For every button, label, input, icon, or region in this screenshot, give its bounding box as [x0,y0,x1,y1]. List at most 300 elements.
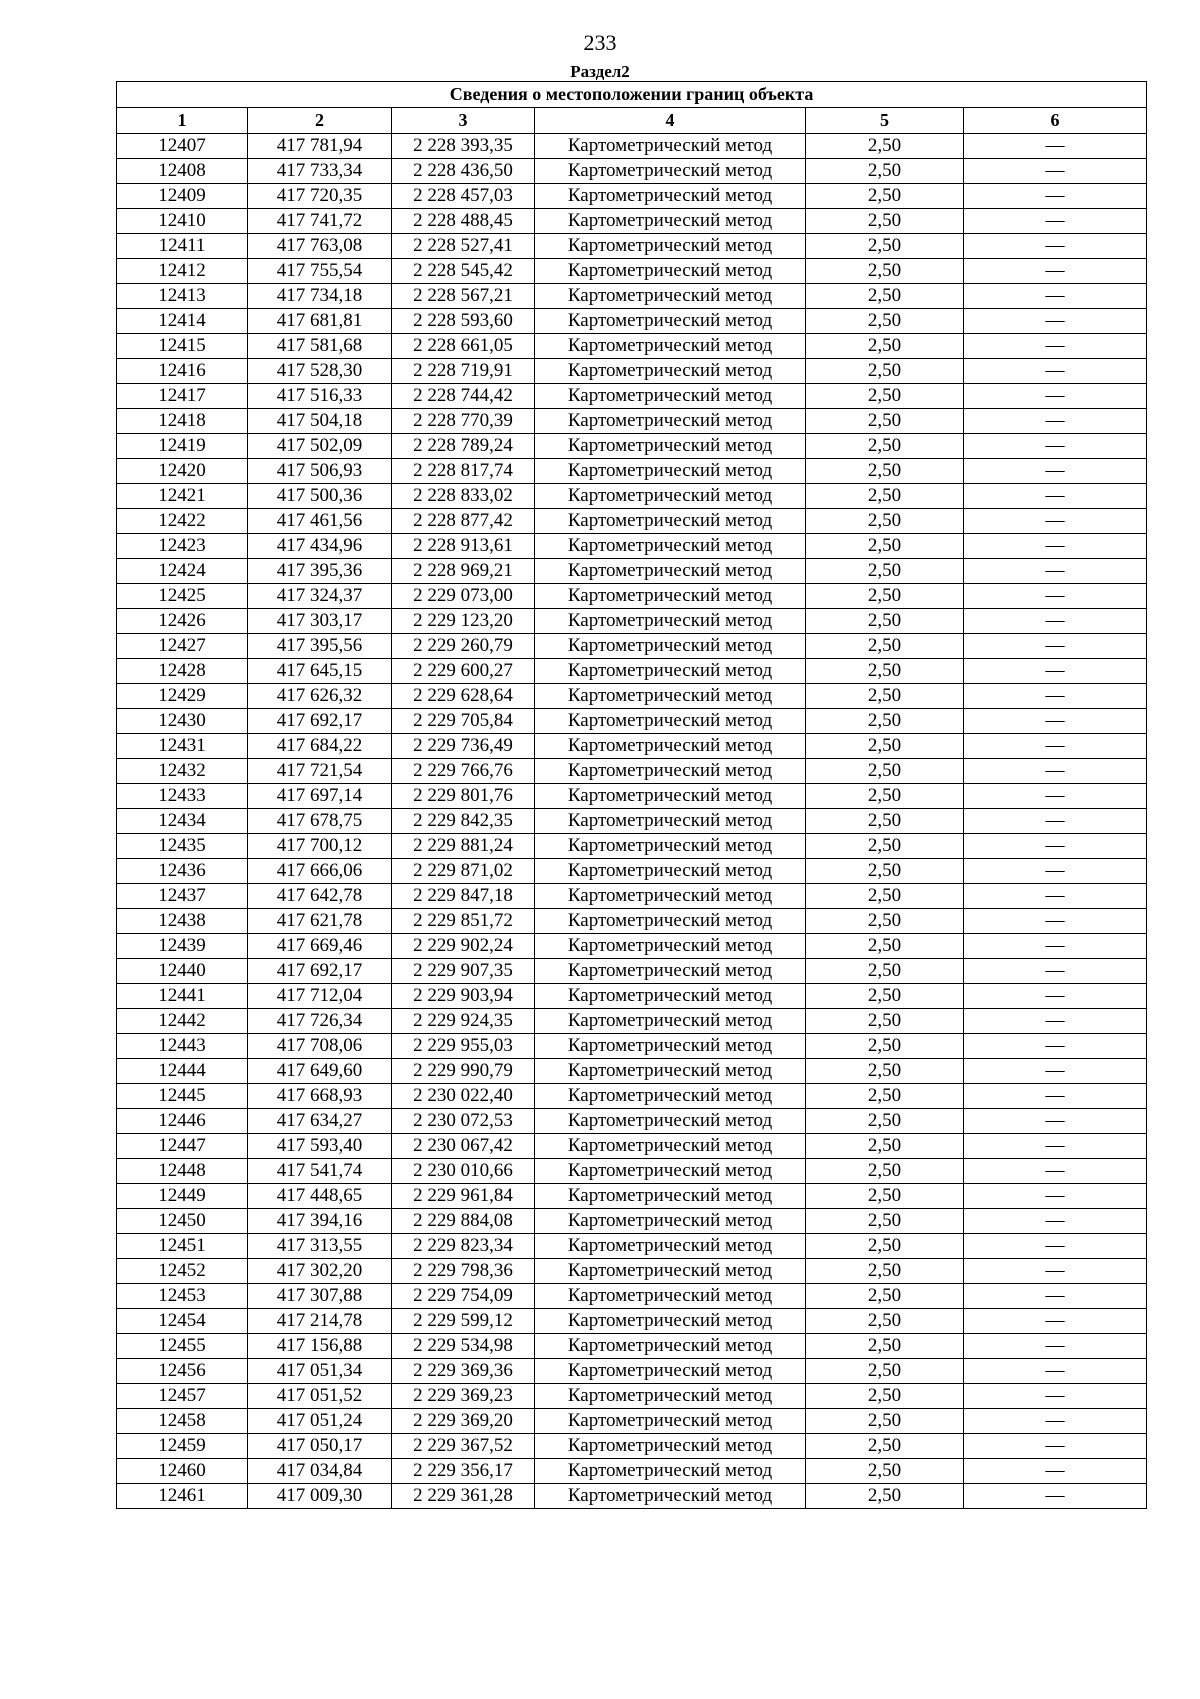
table-row [117,1209,1147,1234]
method-cell: Картометрический метод [535,1459,806,1484]
point-number-cell: 12437 [117,884,248,909]
x-coordinate-cell: 417 649,60 [248,1059,392,1084]
accuracy-cell: 2,50 [806,434,964,459]
table-row [117,359,1147,384]
x-coordinate-cell: 417 581,68 [248,334,392,359]
point-number-cell: 12445 [117,1084,248,1109]
column-number: 5 [806,108,964,134]
method-cell: Картометрический метод [535,1334,806,1359]
accuracy-cell: 2,50 [806,384,964,409]
point-number-cell: 12442 [117,1009,248,1034]
y-coordinate-cell: 2 229 736,49 [392,734,535,759]
method-cell: Картометрический метод [535,434,806,459]
x-coordinate-cell: 417 634,27 [248,1109,392,1134]
x-coordinate-cell: 417 051,52 [248,1384,392,1409]
x-coordinate-cell: 417 684,22 [248,734,392,759]
method-cell: Картометрический метод [535,459,806,484]
accuracy-cell: 2,50 [806,1409,964,1434]
description-cell: — [964,259,1147,284]
description-cell: — [964,984,1147,1009]
y-coordinate-cell: 2 228 567,21 [392,284,535,309]
point-number-cell: 12458 [117,1409,248,1434]
description-cell: — [964,634,1147,659]
point-number-cell: 12428 [117,659,248,684]
table-row [117,534,1147,559]
description-cell: — [964,1084,1147,1109]
description-cell: — [964,134,1147,159]
table-row [117,884,1147,909]
method-cell: Картометрический метод [535,909,806,934]
method-cell: Картометрический метод [535,684,806,709]
description-cell: — [964,859,1147,884]
table-caption: Сведения о местоположении границ объекта [117,82,1147,108]
column-number: 1 [117,108,248,134]
accuracy-cell: 2,50 [806,1259,964,1284]
accuracy-cell: 2,50 [806,734,964,759]
accuracy-cell: 2,50 [806,1159,964,1184]
method-cell: Картометрический метод [535,1434,806,1459]
method-cell: Картометрический метод [535,809,806,834]
description-cell: — [964,1409,1147,1434]
x-coordinate-cell: 417 324,37 [248,584,392,609]
point-number-cell: 12407 [117,134,248,159]
point-number-cell: 12427 [117,634,248,659]
table-row [117,1234,1147,1259]
description-cell: — [964,1134,1147,1159]
table-row [117,909,1147,934]
y-coordinate-cell: 2 229 871,02 [392,859,535,884]
y-coordinate-cell: 2 229 823,34 [392,1234,535,1259]
description-cell: — [964,184,1147,209]
table-row [117,1134,1147,1159]
description-cell: — [964,434,1147,459]
method-cell: Картометрический метод [535,559,806,584]
x-coordinate-cell: 417 678,75 [248,809,392,834]
y-coordinate-cell: 2 229 847,18 [392,884,535,909]
x-coordinate-cell: 417 645,15 [248,659,392,684]
method-cell: Картометрический метод [535,1084,806,1109]
y-coordinate-cell: 2 229 884,08 [392,1209,535,1234]
accuracy-cell: 2,50 [806,534,964,559]
y-coordinate-cell: 2 229 361,28 [392,1484,535,1509]
description-cell: — [964,659,1147,684]
description-cell: — [964,809,1147,834]
table-row [117,1459,1147,1484]
accuracy-cell: 2,50 [806,259,964,284]
table-row [117,1009,1147,1034]
x-coordinate-cell: 417 516,33 [248,384,392,409]
point-number-cell: 12448 [117,1159,248,1184]
method-cell: Картометрический метод [535,1409,806,1434]
description-cell: — [964,584,1147,609]
x-coordinate-cell: 417 708,06 [248,1034,392,1059]
method-cell: Картометрический метод [535,984,806,1009]
method-cell: Картометрический метод [535,1134,806,1159]
point-number-cell: 12433 [117,784,248,809]
x-coordinate-cell: 417 303,17 [248,609,392,634]
accuracy-cell: 2,50 [806,1234,964,1259]
method-cell: Картометрический метод [535,384,806,409]
method-cell: Картометрический метод [535,709,806,734]
description-cell: — [964,1259,1147,1284]
table-row [117,984,1147,1009]
method-cell: Картометрический метод [535,1484,806,1509]
y-coordinate-cell: 2 228 969,21 [392,559,535,584]
y-coordinate-cell: 2 229 801,76 [392,784,535,809]
point-number-cell: 12409 [117,184,248,209]
y-coordinate-cell: 2 229 798,36 [392,1259,535,1284]
description-cell: — [964,834,1147,859]
table-caption-row [117,82,1147,108]
point-number-cell: 12420 [117,459,248,484]
point-number-cell: 12435 [117,834,248,859]
accuracy-cell: 2,50 [806,834,964,859]
description-cell: — [964,1034,1147,1059]
point-number-cell: 12421 [117,484,248,509]
point-number-cell: 12441 [117,984,248,1009]
x-coordinate-cell: 417 009,30 [248,1484,392,1509]
method-cell: Картометрический метод [535,1234,806,1259]
y-coordinate-cell: 2 228 789,24 [392,434,535,459]
point-number-cell: 12456 [117,1359,248,1384]
description-cell: — [964,459,1147,484]
accuracy-cell: 2,50 [806,1359,964,1384]
table-row [117,1309,1147,1334]
table-row [117,484,1147,509]
x-coordinate-cell: 417 395,36 [248,559,392,584]
description-cell: — [964,1384,1147,1409]
method-cell: Картометрический метод [535,1059,806,1084]
method-cell: Картометрический метод [535,1359,806,1384]
y-coordinate-cell: 2 229 924,35 [392,1009,535,1034]
x-coordinate-cell: 417 666,06 [248,859,392,884]
accuracy-cell: 2,50 [806,1309,964,1334]
x-coordinate-cell: 417 504,18 [248,409,392,434]
table-row [117,234,1147,259]
accuracy-cell: 2,50 [806,909,964,934]
y-coordinate-cell: 2 228 545,42 [392,259,535,284]
method-cell: Картометрический метод [535,534,806,559]
method-cell: Картометрический метод [535,1009,806,1034]
x-coordinate-cell: 417 394,16 [248,1209,392,1234]
point-number-cell: 12444 [117,1059,248,1084]
description-cell: — [964,1059,1147,1084]
description-cell: — [964,409,1147,434]
point-number-cell: 12422 [117,509,248,534]
x-coordinate-cell: 417 500,36 [248,484,392,509]
method-cell: Картометрический метод [535,584,806,609]
x-coordinate-cell: 417 461,56 [248,509,392,534]
point-number-cell: 12450 [117,1209,248,1234]
description-cell: — [964,784,1147,809]
description-cell: — [964,1284,1147,1309]
y-coordinate-cell: 2 229 881,24 [392,834,535,859]
y-coordinate-cell: 2 230 072,53 [392,1109,535,1134]
table-row [117,759,1147,784]
description-cell: — [964,709,1147,734]
method-cell: Картометрический метод [535,484,806,509]
accuracy-cell: 2,50 [806,884,964,909]
point-number-cell: 12416 [117,359,248,384]
description-cell: — [964,559,1147,584]
accuracy-cell: 2,50 [806,309,964,334]
y-coordinate-cell: 2 228 770,39 [392,409,535,434]
point-number-cell: 12429 [117,684,248,709]
x-coordinate-cell: 417 448,65 [248,1184,392,1209]
accuracy-cell: 2,50 [806,859,964,884]
description-cell: — [964,209,1147,234]
point-number-cell: 12447 [117,1134,248,1159]
x-coordinate-cell: 417 734,18 [248,284,392,309]
y-coordinate-cell: 2 229 260,79 [392,634,535,659]
table-row [117,634,1147,659]
table-row [117,134,1147,159]
accuracy-cell: 2,50 [806,984,964,1009]
accuracy-cell: 2,50 [806,659,964,684]
description-cell: — [964,759,1147,784]
method-cell: Картометрический метод [535,759,806,784]
page-number: 233 [583,30,617,55]
table-row [117,434,1147,459]
accuracy-cell: 2,50 [806,1059,964,1084]
table-row [117,459,1147,484]
description-cell: — [964,1234,1147,1259]
description-cell: — [964,159,1147,184]
accuracy-cell: 2,50 [806,559,964,584]
x-coordinate-cell: 417 502,09 [248,434,392,459]
accuracy-cell: 2,50 [806,1334,964,1359]
accuracy-cell: 2,50 [806,784,964,809]
method-cell: Картометрический метод [535,1284,806,1309]
point-number-cell: 12449 [117,1184,248,1209]
table-row [117,409,1147,434]
accuracy-cell: 2,50 [806,1459,964,1484]
description-cell: — [964,734,1147,759]
x-coordinate-cell: 417 214,78 [248,1309,392,1334]
table-row [117,734,1147,759]
x-coordinate-cell: 417 733,34 [248,159,392,184]
y-coordinate-cell: 2 229 628,64 [392,684,535,709]
y-coordinate-cell: 2 229 851,72 [392,909,535,934]
method-cell: Картометрический метод [535,159,806,184]
table-row [117,184,1147,209]
point-number-cell: 12414 [117,309,248,334]
accuracy-cell: 2,50 [806,1434,964,1459]
method-cell: Картометрический метод [535,884,806,909]
x-coordinate-cell: 417 755,54 [248,259,392,284]
table-row [117,1259,1147,1284]
description-cell: — [964,1209,1147,1234]
table-row [117,1284,1147,1309]
accuracy-cell: 2,50 [806,1009,964,1034]
method-cell: Картометрический метод [535,1384,806,1409]
x-coordinate-cell: 417 156,88 [248,1334,392,1359]
table-body [117,134,1147,1509]
accuracy-cell: 2,50 [806,1384,964,1409]
description-cell: — [964,484,1147,509]
method-cell: Картометрический метод [535,859,806,884]
y-coordinate-cell: 2 229 073,00 [392,584,535,609]
method-cell: Картометрический метод [535,959,806,984]
point-number-cell: 12440 [117,959,248,984]
accuracy-cell: 2,50 [806,809,964,834]
accuracy-cell: 2,50 [806,334,964,359]
table-row [117,1059,1147,1084]
x-coordinate-cell: 417 642,78 [248,884,392,909]
table-row [117,959,1147,984]
accuracy-cell: 2,50 [806,484,964,509]
accuracy-cell: 2,50 [806,634,964,659]
method-cell: Картометрический метод [535,184,806,209]
x-coordinate-cell: 417 434,96 [248,534,392,559]
table-row [117,934,1147,959]
point-number-cell: 12425 [117,584,248,609]
table-row [117,284,1147,309]
description-cell: — [964,1009,1147,1034]
x-coordinate-cell: 417 051,34 [248,1359,392,1384]
accuracy-cell: 2,50 [806,1034,964,1059]
method-cell: Картометрический метод [535,209,806,234]
y-coordinate-cell: 2 229 123,20 [392,609,535,634]
description-cell: — [964,884,1147,909]
column-number-row [117,108,1147,134]
accuracy-cell: 2,50 [806,284,964,309]
y-coordinate-cell: 2 230 010,66 [392,1159,535,1184]
method-cell: Картометрический метод [535,234,806,259]
point-number-cell: 12436 [117,859,248,884]
accuracy-cell: 2,50 [806,1284,964,1309]
x-coordinate-cell: 417 050,17 [248,1434,392,1459]
y-coordinate-cell: 2 229 534,98 [392,1334,535,1359]
y-coordinate-cell: 2 229 842,35 [392,809,535,834]
description-cell: — [964,359,1147,384]
method-cell: Картометрический метод [535,1109,806,1134]
boundary-coordinates-table [116,81,1147,1509]
point-number-cell: 12455 [117,1334,248,1359]
y-coordinate-cell: 2 230 067,42 [392,1134,535,1159]
description-cell: — [964,234,1147,259]
x-coordinate-cell: 417 307,88 [248,1284,392,1309]
y-coordinate-cell: 2 228 593,60 [392,309,535,334]
x-coordinate-cell: 417 034,84 [248,1459,392,1484]
table-row [117,309,1147,334]
x-coordinate-cell: 417 051,24 [248,1409,392,1434]
point-number-cell: 12415 [117,334,248,359]
table-row [117,834,1147,859]
description-cell: — [964,284,1147,309]
table-row [117,1159,1147,1184]
point-number-cell: 12439 [117,934,248,959]
table-row [117,1434,1147,1459]
x-coordinate-cell: 417 313,55 [248,1234,392,1259]
accuracy-cell: 2,50 [806,509,964,534]
accuracy-cell: 2,50 [806,759,964,784]
x-coordinate-cell: 417 302,20 [248,1259,392,1284]
y-coordinate-cell: 2 228 913,61 [392,534,535,559]
x-coordinate-cell: 417 721,54 [248,759,392,784]
x-coordinate-cell: 417 621,78 [248,909,392,934]
method-cell: Картометрический метод [535,284,806,309]
point-number-cell: 12443 [117,1034,248,1059]
accuracy-cell: 2,50 [806,1109,964,1134]
description-cell: — [964,1359,1147,1384]
accuracy-cell: 2,50 [806,959,964,984]
y-coordinate-cell: 2 228 744,42 [392,384,535,409]
method-cell: Картометрический метод [535,734,806,759]
table-row [117,1184,1147,1209]
column-number: 2 [248,108,392,134]
table-row [117,684,1147,709]
section-title: Раздел2 [570,62,630,81]
x-coordinate-cell: 417 720,35 [248,184,392,209]
x-coordinate-cell: 417 700,12 [248,834,392,859]
table-row [117,259,1147,284]
point-number-cell: 12461 [117,1484,248,1509]
method-cell: Картометрический метод [535,409,806,434]
y-coordinate-cell: 2 229 990,79 [392,1059,535,1084]
point-number-cell: 12460 [117,1459,248,1484]
accuracy-cell: 2,50 [806,159,964,184]
description-cell: — [964,1109,1147,1134]
accuracy-cell: 2,50 [806,1084,964,1109]
x-coordinate-cell: 417 726,34 [248,1009,392,1034]
y-coordinate-cell: 2 228 457,03 [392,184,535,209]
table-row [117,809,1147,834]
description-cell: — [964,684,1147,709]
point-number-cell: 12412 [117,259,248,284]
accuracy-cell: 2,50 [806,184,964,209]
method-cell: Картометрический метод [535,634,806,659]
table-row [117,559,1147,584]
x-coordinate-cell: 417 669,46 [248,934,392,959]
table-row [117,859,1147,884]
y-coordinate-cell: 2 228 877,42 [392,509,535,534]
point-number-cell: 12451 [117,1234,248,1259]
table-row [117,209,1147,234]
table-row [117,1334,1147,1359]
accuracy-cell: 2,50 [806,684,964,709]
point-number-cell: 12438 [117,909,248,934]
description-cell: — [964,1334,1147,1359]
table-row [117,1359,1147,1384]
point-number-cell: 12430 [117,709,248,734]
point-number-cell: 12426 [117,609,248,634]
y-coordinate-cell: 2 229 369,23 [392,1384,535,1409]
x-coordinate-cell: 417 763,08 [248,234,392,259]
table-row [117,709,1147,734]
y-coordinate-cell: 2 228 488,45 [392,209,535,234]
point-number-cell: 12418 [117,409,248,434]
y-coordinate-cell: 2 229 955,03 [392,1034,535,1059]
method-cell: Картометрический метод [535,834,806,859]
accuracy-cell: 2,50 [806,709,964,734]
description-cell: — [964,534,1147,559]
description-cell: — [964,334,1147,359]
y-coordinate-cell: 2 228 817,74 [392,459,535,484]
y-coordinate-cell: 2 229 902,24 [392,934,535,959]
description-cell: — [964,1184,1147,1209]
description-cell: — [964,509,1147,534]
table-row [117,159,1147,184]
table-row [117,1034,1147,1059]
point-number-cell: 12434 [117,809,248,834]
y-coordinate-cell: 2 228 833,02 [392,484,535,509]
table-row [117,509,1147,534]
point-number-cell: 12454 [117,1309,248,1334]
description-cell: — [964,1309,1147,1334]
y-coordinate-cell: 2 229 705,84 [392,709,535,734]
point-number-cell: 12413 [117,284,248,309]
